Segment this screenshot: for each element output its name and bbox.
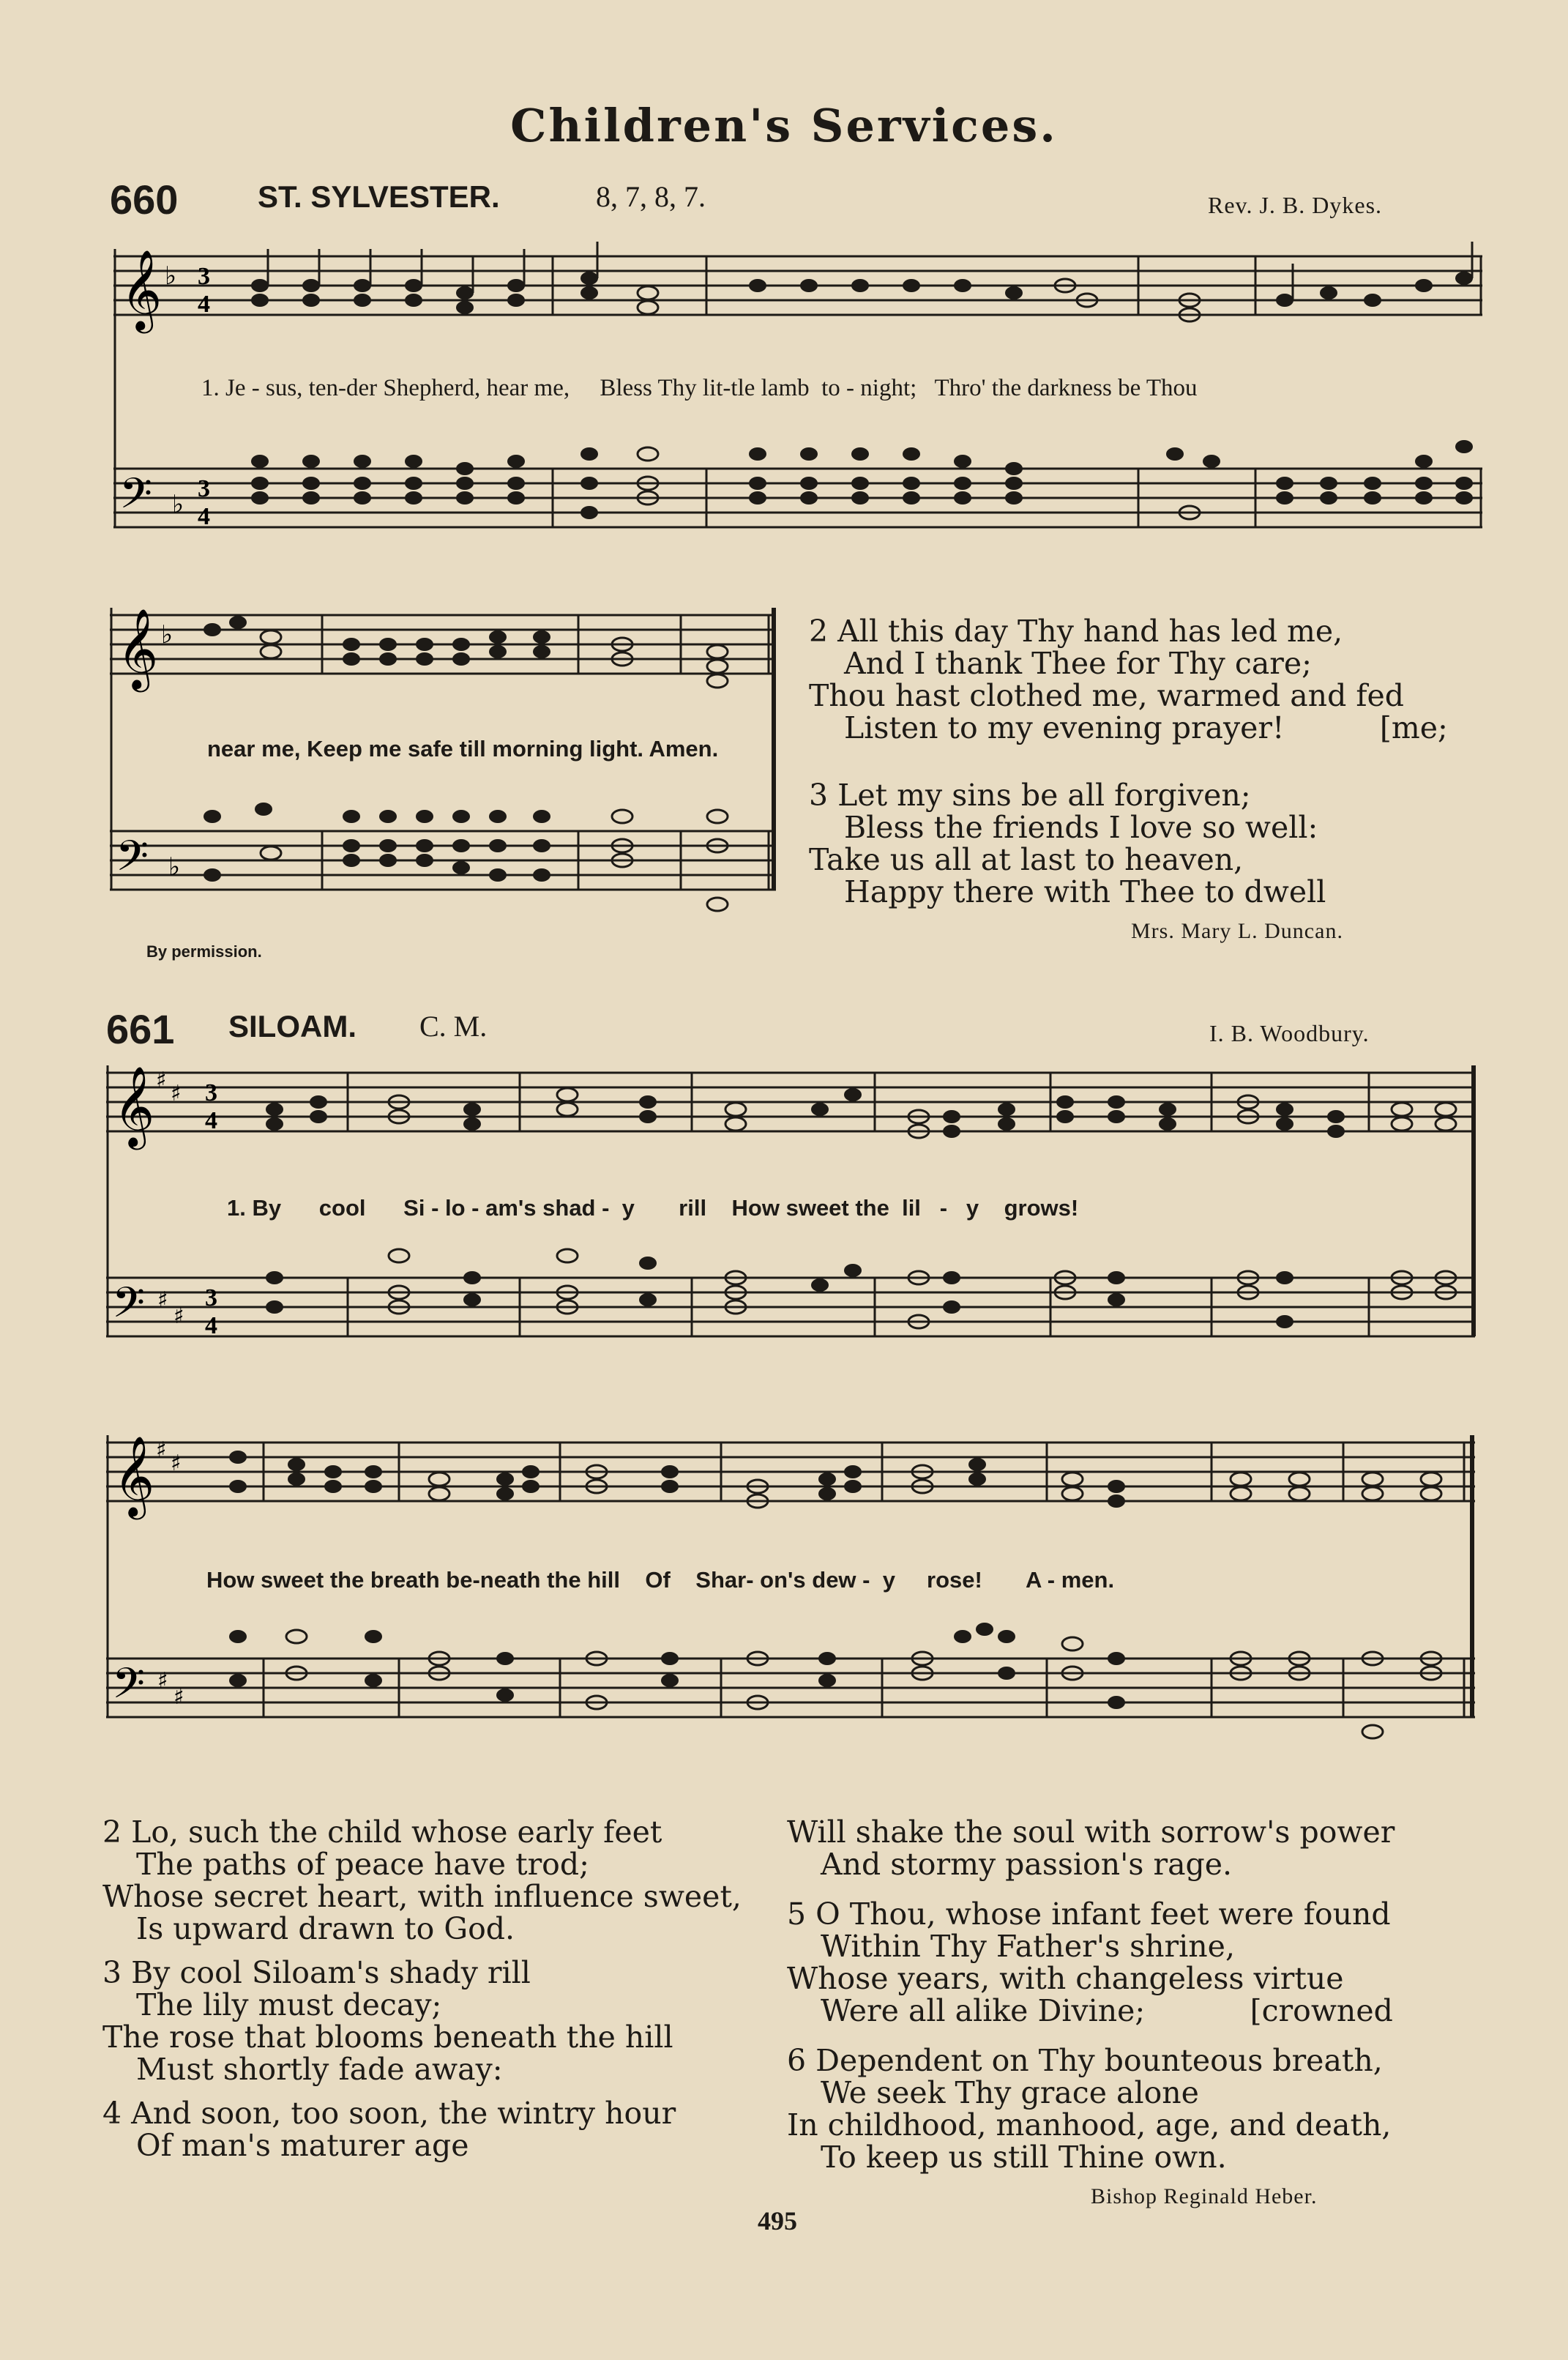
hymn-661-verse-2 <box>102 1816 742 1945</box>
hymn-661-verse-4-continued <box>787 1816 1395 1880</box>
svg-text:𝄞: 𝄞 <box>117 608 159 689</box>
verse-line: Is upward drawn to God. <box>136 1911 515 1946</box>
hymn-661-number: 661 <box>106 1006 175 1052</box>
svg-text:𝄢: 𝄢 <box>112 1659 146 1719</box>
verse-line: Must shortly fade away: <box>136 2052 503 2087</box>
verse-line: Thou hast clothed me, warmed and fed <box>809 678 1405 713</box>
verse-line: The paths of peace have trod; <box>136 1847 589 1882</box>
svg-text:𝄢: 𝄢 <box>116 831 149 891</box>
svg-text:3: 3 <box>205 1284 217 1311</box>
verse-number: 5 <box>787 1896 807 1932</box>
hymn-661-system-1-treble-staff <box>106 1065 1475 1146</box>
verse-line: The lily must decay; <box>136 1987 442 2022</box>
svg-text:4: 4 <box>205 1312 217 1339</box>
hymn-660-system-2-bass-staff <box>110 824 776 904</box>
svg-text:♯: ♯ <box>157 1287 168 1313</box>
hymn-660-lyric-line-2: near me, Keep me safe till morning light. Amen. <box>207 736 719 762</box>
verse-number: 3 <box>102 1955 122 1990</box>
verse-line: Bless the friends I love so well: <box>844 810 1318 845</box>
svg-text:𝄞: 𝄞 <box>113 1066 155 1147</box>
verse-line: Whose secret heart, with influence sweet, <box>102 1879 742 1914</box>
hymn-661-system-2-treble-staff <box>106 1435 1475 1516</box>
verse-line: In childhood, manhood, age, and death, <box>787 2107 1392 2143</box>
hymn-660-meter: 8, 7, 8, 7. <box>596 180 706 213</box>
svg-text:𝄢: 𝄢 <box>112 1278 146 1338</box>
svg-text:𝄢: 𝄢 <box>119 469 153 529</box>
svg-text:4: 4 <box>198 503 210 530</box>
hymn-660-system-1-bass-staff <box>113 461 1482 542</box>
svg-text:♭: ♭ <box>165 261 177 291</box>
verse-line: Let my sins be all forgiven; <box>837 778 1251 813</box>
svg-text:♯: ♯ <box>156 1068 167 1093</box>
hymn-661-verses-left <box>102 1816 742 2162</box>
hymn-661-verses-right <box>787 1816 1395 2173</box>
svg-text:𝄞: 𝄞 <box>121 250 163 330</box>
hymn-661-tune-name: SILOAM. <box>228 1009 356 1043</box>
hymn-660-verse-3 <box>809 779 1326 908</box>
hymn-660-lyric-line-1: 1. Je - sus, ten-der Shepherd, hear me, Bless Thy lit-tle lamb to - night; Thro' the darkness be Thou <box>201 375 1198 401</box>
hymn-660-verse-2 <box>809 615 1448 744</box>
verse-line: By cool Siloam's shady rill <box>131 1955 531 1990</box>
verse-line: Of man's maturer age <box>136 2128 469 2163</box>
verse-line: The rose that blooms beneath the hill <box>102 2020 673 2055</box>
hymn-661-verse-3 <box>102 1957 742 2085</box>
svg-text:3: 3 <box>205 1079 217 1106</box>
verse-line: Take us all at last to heaven, <box>809 842 1244 877</box>
verse-line: We seek Thy grace alone <box>821 2075 1199 2110</box>
hymn-660-composer: Rev. J. B. Dykes. <box>1208 192 1383 218</box>
svg-text:♯: ♯ <box>173 1684 184 1710</box>
verse-line: And I thank Thee for Thy care; <box>844 646 1312 681</box>
svg-text:♭: ♭ <box>161 620 173 649</box>
verse-line: Lo, such the child whose early feet <box>131 1814 662 1850</box>
verse-line: Listen to my evening prayer! [me; <box>844 710 1448 745</box>
verse-line: Within Thy Father's shrine, <box>821 1929 1235 1964</box>
verse-line: To keep us still Thine own. <box>821 2140 1227 2175</box>
verse-number: 4 <box>102 2096 122 2131</box>
svg-text:♭: ♭ <box>172 490 184 519</box>
hymn-660-author: Mrs. Mary L. Duncan. <box>1131 919 1343 943</box>
svg-text:♯: ♯ <box>171 1451 182 1476</box>
hymn-660-number: 660 <box>110 176 179 223</box>
hymn-661-system-1-bass-staff <box>106 1270 1475 1351</box>
verse-number: 3 <box>809 778 829 813</box>
hymn-661-meter: C. M. <box>419 1010 488 1043</box>
hymn-661-system-2-bass-staff <box>106 1651 1475 1732</box>
hymn-661-composer: I. B. Woodbury. <box>1209 1020 1370 1046</box>
hymn-660-permission-note: By permission. <box>146 942 262 961</box>
svg-text:3: 3 <box>198 263 210 290</box>
verse-number: 6 <box>787 2043 807 2078</box>
hymn-660-system-2-treble-staff <box>110 608 776 688</box>
verse-number: 2 <box>809 614 829 649</box>
svg-text:♭: ♭ <box>168 852 181 882</box>
verse-line: All this day Thy hand has led me, <box>837 614 1343 649</box>
section-title: Children's Services. <box>510 99 1058 152</box>
hymn-661-verse-4 <box>102 2097 742 2162</box>
hymn-661-lyric-line-2: How sweet the breath be-neath the hill Of Shar- on's dew - y rose! A - men. <box>206 1567 1115 1593</box>
svg-text:♯: ♯ <box>157 1668 168 1694</box>
verse-number: 2 <box>102 1814 122 1850</box>
hymn-660-tune-name: ST. SYLVESTER. <box>258 179 500 214</box>
verse-line: And stormy passion's rage. <box>821 1847 1233 1882</box>
svg-text:3: 3 <box>198 475 210 502</box>
hymn-661-verse-6 <box>787 2044 1395 2173</box>
svg-text:♯: ♯ <box>173 1303 184 1329</box>
verse-line: Whose years, with changeless virtue <box>787 1961 1344 1996</box>
verse-line: Dependent on Thy bounteous breath, <box>815 2043 1383 2078</box>
svg-text:𝄞: 𝄞 <box>113 1436 155 1516</box>
svg-text:4: 4 <box>198 291 210 318</box>
hymn-661-author: Bishop Reginald Heber. <box>1091 2184 1318 2208</box>
verse-line: Happy there with Thee to dwell <box>844 874 1326 909</box>
verse-line: And soon, too soon, the wintry hour <box>131 2096 676 2131</box>
verse-line: Will shake the soul with sorrow's power <box>787 1814 1395 1850</box>
hymn-661-verse-5 <box>787 1898 1395 2027</box>
page-number: 495 <box>758 2206 797 2236</box>
svg-text:♯: ♯ <box>171 1081 182 1106</box>
svg-text:♯: ♯ <box>156 1437 167 1463</box>
hymn-661-lyric-line-1: 1. By cool Si - lo - am's shad - y rill How sweet the lil - y grows! <box>227 1195 1079 1221</box>
verse-line: O Thou, whose infant feet were found <box>815 1896 1391 1932</box>
svg-text:4: 4 <box>205 1107 217 1134</box>
hymn-660-system-1-treble-staff <box>113 249 1482 330</box>
verse-line: Were all alike Divine; [crowned <box>821 1993 1393 2028</box>
